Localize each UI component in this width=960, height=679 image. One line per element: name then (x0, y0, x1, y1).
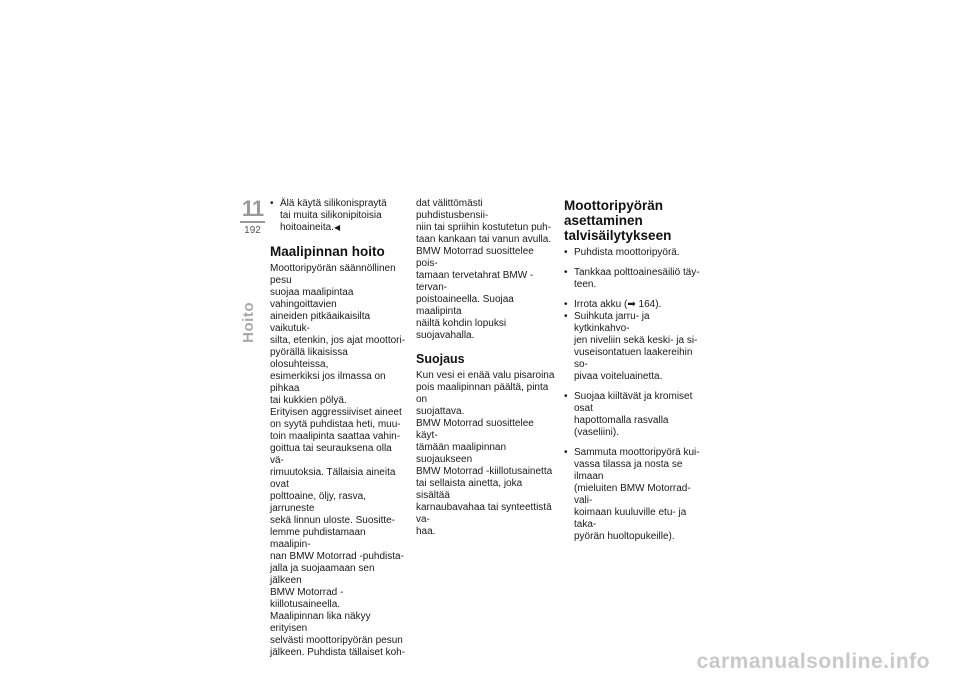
text-line: polttoaine, öljy, rasva, jarruneste (270, 491, 366, 514)
text-line: tamaan tervetahrat BMW -tervan- (416, 270, 534, 293)
heading-winter-storage: Moottoripyörän asettaminen talvisäilytykseen (564, 198, 672, 243)
text-line: BMW Motorrad suosittelee pois- (416, 246, 534, 269)
text-line: silta, etenkin, jos ajat moottori- (270, 335, 406, 346)
winter-storage-list (564, 247, 704, 543)
bullet-text: Suihkuta jarru- ja kytkinkahvo- (574, 311, 650, 334)
column-1 (270, 198, 408, 659)
bullet-text: Irrota akku (➡ 164). (574, 299, 662, 310)
text-line: niin tai spriihin kostutetun puh- (416, 222, 552, 233)
page-number: 192 (244, 225, 261, 236)
watermark: carmanualsonline.info (696, 650, 930, 673)
bullet-icon: • (564, 299, 568, 310)
text-line: suojaa maalipintaa vahingoittavien (270, 287, 354, 310)
bullet-text: Suojaa kiiltävät ja kromiset osat (574, 391, 693, 414)
bullet-text: hapottomalla rasvalla (vaseliini). (574, 415, 669, 438)
bullet-text: Älä käytä silikonispraytä (280, 198, 387, 209)
text-line: pois maalipinnan päältä, pinta on (416, 382, 549, 405)
bullet-text: pivaa voiteluainetta. (574, 371, 663, 382)
bullet-icon: • (564, 391, 568, 402)
bullet-text: Sammuta moottoripyörä kui- (574, 447, 700, 458)
text-line: tai kukkien pölyä. (270, 395, 347, 406)
text-line: tämään maalipinnan suojaukseen (416, 442, 507, 465)
text-line: pyörällä likaisissa olosuhteissa, (270, 347, 348, 370)
text-line: esimerkiksi jos ilmassa on pihkaa (270, 371, 386, 394)
heading-protection: Suojaus (416, 352, 465, 366)
text-line: dat välittömästi puhdistusbensii- (416, 198, 489, 221)
column-3 (564, 198, 704, 543)
paragraph-paint-care (270, 263, 408, 659)
list-item (564, 311, 704, 383)
bullet-icon: • (270, 198, 274, 209)
list-item (564, 247, 704, 259)
bullet-text: jen niveliin sekä keski- ja si- (574, 335, 698, 346)
list-item (564, 447, 704, 543)
paragraph-paint-care-cont (416, 198, 556, 342)
list-item (564, 299, 704, 311)
text-line: aineiden pitkäaikaisilta vaikutuk- (270, 311, 371, 334)
text-line: nan BMW Motorrad -puhdista- (270, 551, 404, 562)
bullet-text: koimaan kuuluville etu- ja taka- (574, 507, 687, 530)
bullet-text: pyörän huoltopukeille). (574, 531, 675, 542)
text-line: toin maalipinta saattaa vahin- (270, 431, 401, 442)
bullet-text: hoitoaineita.◀ (280, 222, 341, 233)
text-line: karnaubavahaa tai synteettistä va- (416, 502, 552, 525)
text-line: haa. (416, 526, 436, 537)
text-line: poistoaineella. Suojaa maalipinta (416, 294, 514, 317)
text-line: BMW Motorrad suosittelee käyt- (416, 418, 534, 441)
bullet-text: (mieluiten BMW Motorrad-vali- (574, 483, 691, 506)
text-line: Kun vesi ei enää valu pisaroina (416, 370, 555, 381)
text-line: Erityisen aggressiiviset aineet (270, 407, 402, 418)
chapter-number: 11 (241, 196, 264, 221)
text-line: sekä linnun uloste. Suositte- (270, 515, 396, 526)
bullet-icon: • (564, 447, 568, 458)
text-line: BMW Motorrad -kiillotusainetta (416, 466, 553, 477)
heading-paint-care: Maalipinnan hoito (270, 244, 385, 259)
section-title: Hoito (240, 302, 257, 343)
text-line: suojattava. (416, 406, 465, 417)
bullet-text: vassa tilassa ja nosta se ilmaan (574, 459, 683, 482)
end-marker-icon: ◀ (333, 223, 341, 232)
text-line: rimuutoksia. Tällaisia aineita ovat (270, 467, 396, 490)
text-line: Moottoripyörän säännöllinen pesu (270, 263, 396, 286)
bullet-text: Puhdista moottoripyörä. (574, 247, 680, 258)
text-line: goittua tai seurauksena olla vä- (270, 443, 392, 466)
bullet-text: tai muita silikonipitoisia (280, 210, 382, 221)
chapter-tab (240, 198, 265, 236)
bullet-icon: • (564, 311, 568, 322)
bullet-text: Tankkaa polttoainesäiliö täy- (574, 267, 700, 278)
bullet-icon: • (564, 267, 568, 278)
text-line: tai sellaista ainetta, joka sisältää (416, 478, 523, 501)
text-line: selvästi moottoripyörän pesun (270, 635, 403, 646)
bullet-icon: • (564, 247, 568, 258)
paragraph-protection (416, 370, 556, 538)
text-line: Maalipinnan lika näkyy erityisen (270, 611, 371, 634)
bullet-text: vuseisontatuen laakereihin so- (574, 347, 693, 370)
bullet-text: teen. (574, 279, 597, 290)
text-line: jalla ja suojaamaan sen jälkeen (270, 563, 375, 586)
list-item (564, 391, 704, 439)
text-line: on syytä puhdistaa heti, muu- (270, 419, 401, 430)
text-line: lemme puhdistamaan maalipin- (270, 527, 366, 550)
chapter-divider (240, 221, 265, 223)
text-line: taan kankaan tai vanun avulla. (416, 234, 552, 245)
list-item (270, 198, 408, 234)
text-line: näiltä kohdin lopuksi suojavahalla. (416, 318, 507, 341)
list-item (564, 267, 704, 291)
text-line: BMW Motorrad -kiillotusaineella. (270, 587, 344, 610)
text-line: jälkeen. Puhdista tällaiset koh- (270, 647, 406, 658)
column-2 (416, 198, 556, 538)
